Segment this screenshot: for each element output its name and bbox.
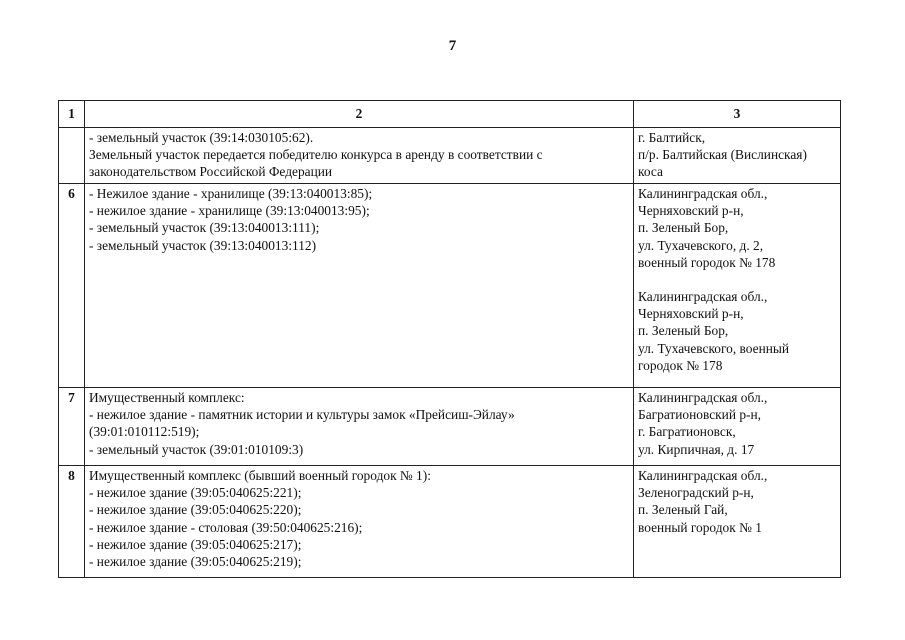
row-number (59, 128, 85, 184)
property-description (85, 388, 634, 466)
column-header: 2 (85, 101, 634, 128)
description-line: Земельный участок передается победителю конкурса в аренду в соответствии с (89, 147, 543, 163)
row-number: 7 (59, 388, 85, 466)
address-line: п/р. Балтийская (Вислинская) (638, 147, 807, 163)
description-line: - земельный участок (39:14:030105:62). (89, 130, 314, 145)
address-line: п. Зеленый Бор, (638, 323, 729, 339)
column-header: 3 (634, 101, 841, 128)
description-line: - нежилое здание (39:05:040625:217); (89, 536, 302, 552)
address-line: Багратионовский р-н, (638, 407, 762, 423)
description-line: законодательством Российской Федерации (89, 164, 333, 180)
address-line: ул. Кирпичная, д. 17 (638, 441, 755, 457)
property-address (634, 128, 841, 184)
address-line: п. Зеленый Гай, (638, 502, 728, 518)
address-line: г. Багратионовск, (638, 424, 736, 440)
address-line: военный городок № 178 (638, 254, 776, 270)
address-line: Зеленоградский р-н, (638, 485, 754, 501)
description-line: - земельный участок (39:13:040013:112) (89, 237, 317, 253)
address-line: Калининградская обл., (638, 289, 768, 305)
property-address (634, 466, 841, 578)
description-line: Имущественный комплекс: (89, 390, 245, 405)
address-line: военный городок № 1 (638, 519, 762, 535)
description-line: - нежилое здание - памятник истории и культуры замок «Прейсиш-Эйлау» (89, 407, 515, 423)
column-header: 1 (59, 101, 85, 128)
description-line: - нежилое здание (39:05:040625:219); (89, 554, 302, 570)
property-description (85, 184, 634, 388)
address-line: городок № 178 (638, 357, 723, 373)
description-line: - Нежилое здание - хранилище (39:13:040013:85); (89, 186, 373, 201)
address-line: г. Балтийск, (638, 130, 706, 145)
table-row (59, 184, 841, 388)
table-row (59, 466, 841, 578)
description-line: - нежилое здание (39:05:040625:220); (89, 502, 302, 518)
address-line: Черняховский р-н, (638, 306, 744, 322)
table-row (59, 128, 841, 184)
table-row (59, 388, 841, 466)
address-line: Калининградская обл., (638, 186, 768, 201)
property-description (85, 466, 634, 578)
address-line: Калининградская обл., (638, 468, 768, 483)
address-line: Черняховский р-н, (638, 203, 744, 219)
table-header-row (59, 101, 841, 128)
address-line: ул. Тухачевского, д. 2, (638, 237, 764, 253)
description-line: - земельный участок (39:13:040013:111); (89, 220, 320, 236)
address-line: Калининградская обл., (638, 390, 768, 405)
property-address (634, 388, 841, 466)
description-line: Имущественный комплекс (бывший военный городок № 1): (89, 468, 431, 483)
description-line: - нежилое здание - хранилище (39:13:040013:95); (89, 203, 370, 219)
description-line: (39:01:010112:519); (89, 424, 200, 440)
row-number: 6 (59, 184, 85, 388)
property-table (58, 100, 841, 578)
page-number: 7 (448, 38, 457, 54)
description-line: - нежилое здание (39:05:040625:221); (89, 485, 302, 501)
address-line: коса (638, 164, 663, 180)
row-number: 8 (59, 466, 85, 578)
description-line: - земельный участок (39:01:010109:3) (89, 441, 304, 457)
address-spacer (638, 271, 836, 288)
description-line: - нежилое здание - столовая (39:50:040625:216); (89, 519, 363, 535)
address-line: п. Зеленый Бор, (638, 220, 729, 236)
property-description (85, 128, 634, 184)
address-line: ул. Тухачевского, военный (638, 340, 790, 356)
property-address (634, 184, 841, 388)
